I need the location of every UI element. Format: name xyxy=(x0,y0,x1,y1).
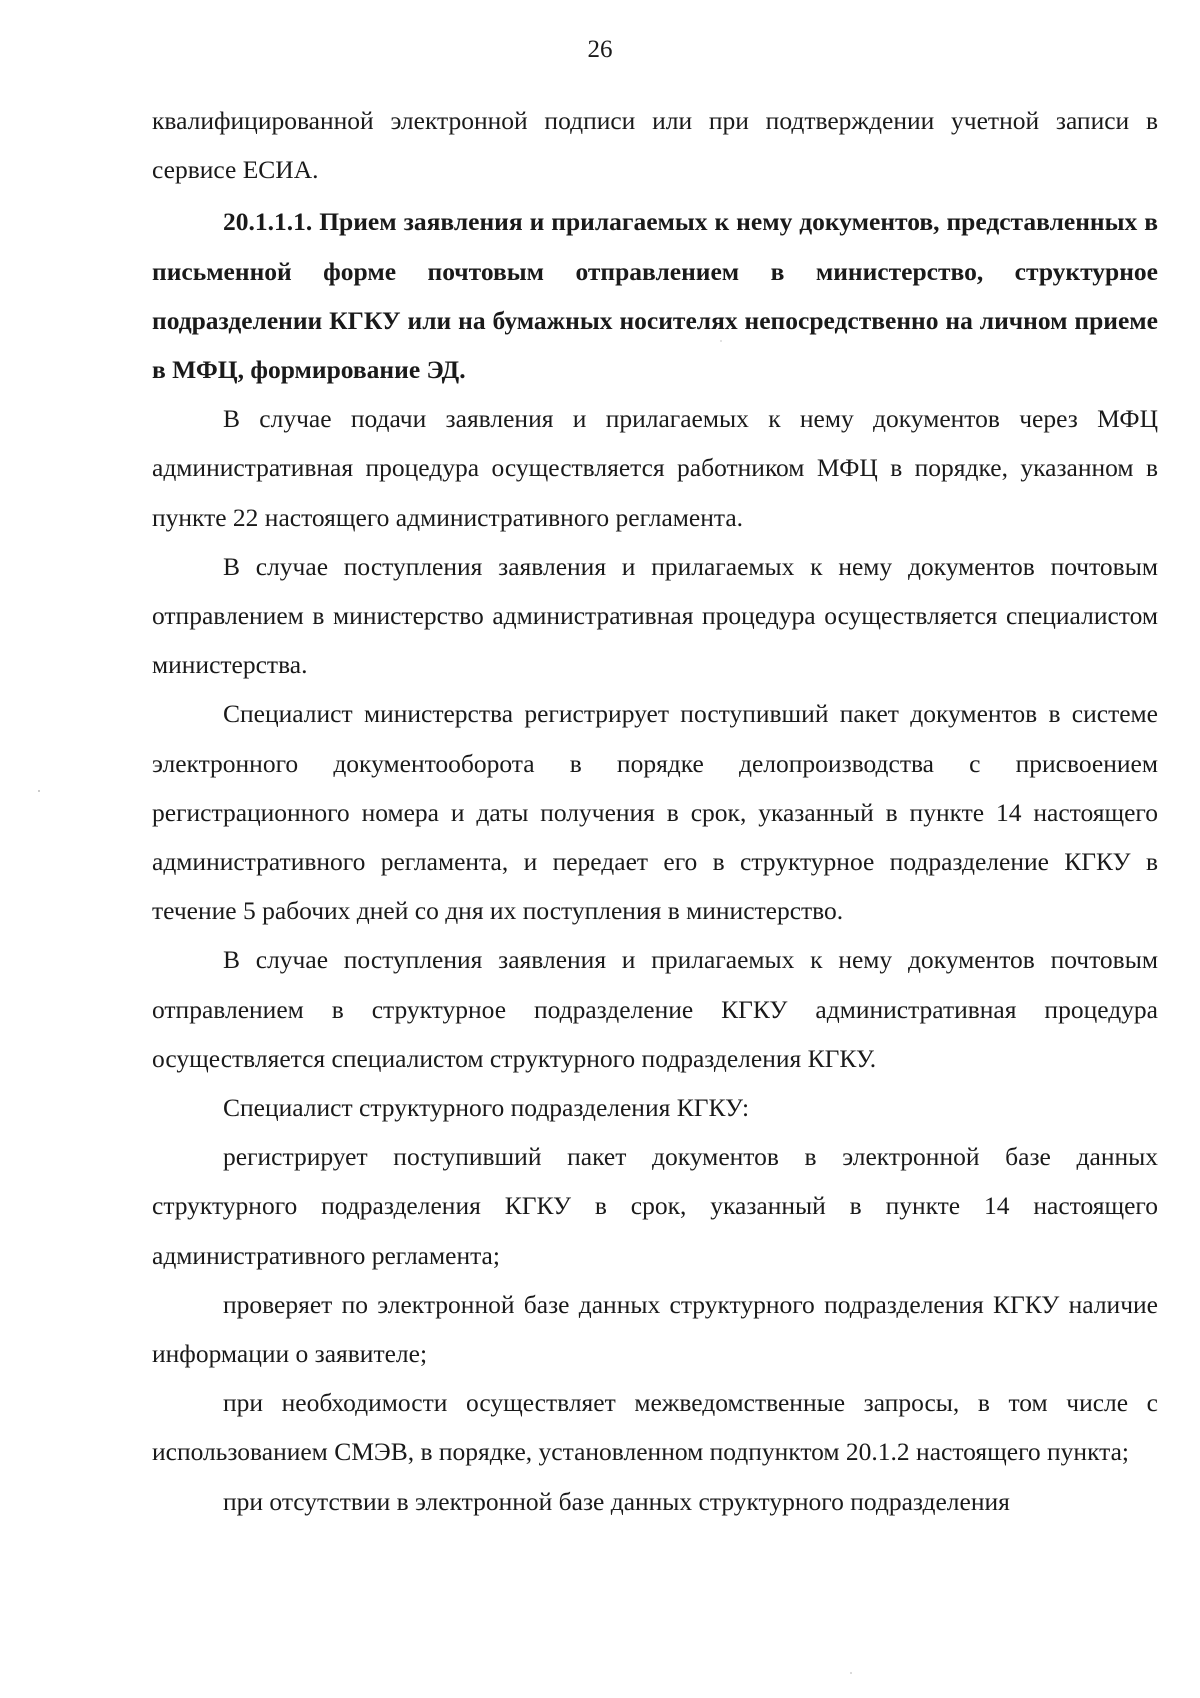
list-item: проверяет по электронной базе данных структурного подразделения КГКУ наличие информации о заявителе; xyxy=(152,1289,1158,1369)
paragraph-continuation: квалифицированной электронной подписи или при подтверждении учетной записи в сервисе ЕСИА. xyxy=(152,106,1158,185)
scan-speck xyxy=(38,790,40,792)
paragraph: Специалист министерства регистрирует поступивший пакет документов в системе электронного документооборота в порядке делопроизводства с присвоением регистрационного номера и даты получения в срок, указанный в пункте 14 настоящего административного регламента, и передает его в структурное подразделение КГКУ в течение 5 рабочих дней со дня их поступления в министерство. xyxy=(152,699,1158,926)
paragraph: Специалист структурного подразделения КГКУ: xyxy=(223,1093,750,1123)
paragraph: В случае поступления заявления и прилагаемых к нему документов почтовым отправлением в структурное подразделение КГКУ административная процедура осуществляется специалистом структурного подразделения КГКУ. xyxy=(152,945,1158,1073)
document-body xyxy=(152,96,1158,1526)
paragraph: В случае поступления заявления и прилагаемых к нему документов почтовым отправлением в министерство административная процедура осуществляется специалистом министерства. xyxy=(152,551,1158,680)
page-number: 26 xyxy=(587,36,613,63)
list-item: при отсутствии в электронной базе данных структурного подразделения xyxy=(223,1486,1010,1516)
scan-speck xyxy=(720,340,722,342)
list-item: регистрирует поступивший пакет документов в электронной базе данных структурного подразделения КГКУ в срок, указанный в пункте 14 настоящего административного регламента; xyxy=(152,1142,1158,1270)
list-item: при необходимости осуществляет межведомственные запросы, в том числе с использованием СМЭВ, в порядке, установленном подпунктом 20.1.2 настоящего пункта; xyxy=(152,1388,1158,1467)
paragraph: В случае подачи заявления и прилагаемых к нему документов через МФЦ административная процедура осуществляется работником МФЦ в порядке, указанном в пункте 22 настоящего административного регламента. xyxy=(152,404,1158,532)
scan-speck xyxy=(850,1672,852,1674)
section-heading: 20.1.1.1. Прием заявления и прилагаемых к нему документов, представленных в письменной форме почтовым отправлением в министерство, структурное подразделении КГКУ или на бумажных носителях непосредственно на личном приеме в МФЦ, формирование ЭД. xyxy=(152,207,1158,385)
